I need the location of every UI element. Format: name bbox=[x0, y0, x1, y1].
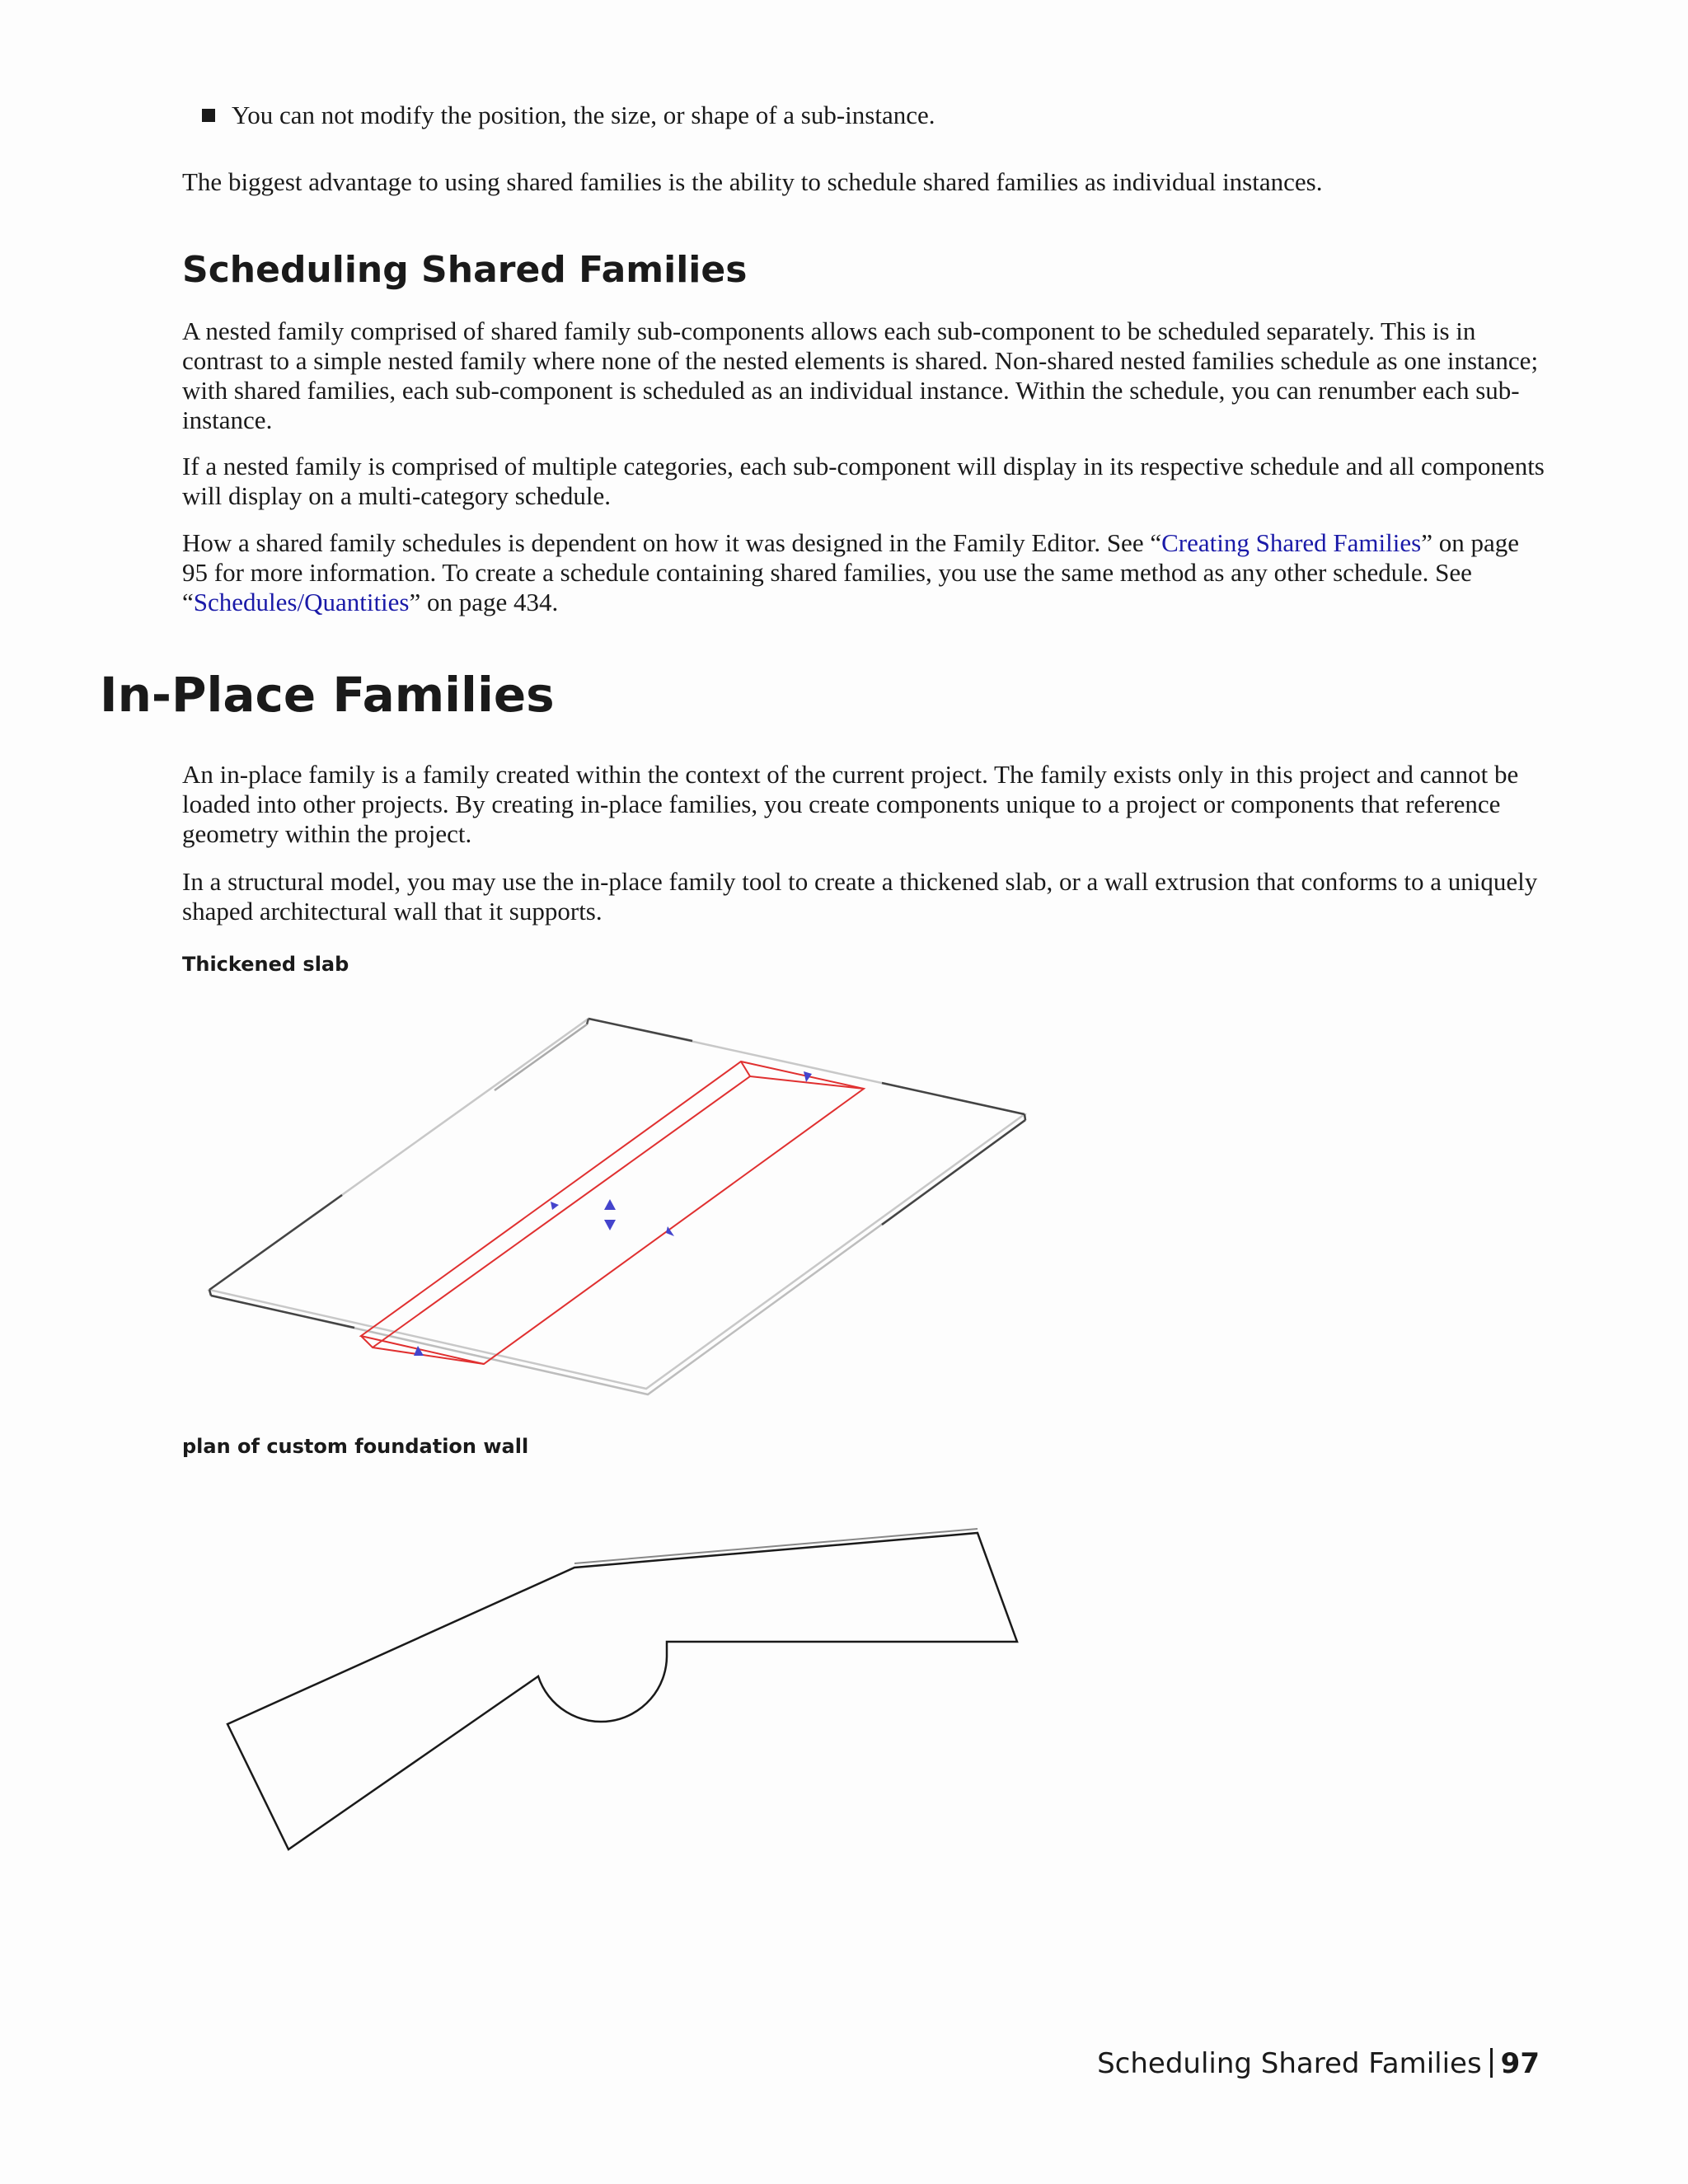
foundation-wall-plan-figure bbox=[214, 1516, 1030, 1863]
page-number: 97 bbox=[1500, 2047, 1540, 2080]
intro-paragraph: The biggest advantage to using shared families is the ability to schedule shared families as individual instances. bbox=[182, 167, 1323, 196]
thickened-slab-figure bbox=[198, 1005, 1039, 1401]
chapter-paragraph-2: In a structural model, you may use the in-place family tool to create a thickened slab, or a wall extrusion that conforms to a uniquely shaped architectural wall that it supports. bbox=[182, 867, 1538, 926]
section-heading: Scheduling Shared Families bbox=[182, 249, 748, 291]
p3-text-c: ” on page 434. bbox=[409, 588, 559, 616]
foundation-wall-caption: plan of custom foundation wall bbox=[182, 1435, 529, 1458]
link-schedules-quantities[interactable]: Schedules/Quantities bbox=[193, 588, 410, 616]
section-paragraph-2: If a nested family is comprised of multiple categories, each sub-component will display in its respective schedule and all components will display on a multi-category schedule. bbox=[182, 452, 1545, 510]
p3-text-b: ” on page 95 for more information. To create a schedule containing shared families, you use the same method as any other schedule. See “ bbox=[182, 528, 1519, 616]
footer-section-title: Scheduling Shared Families bbox=[1097, 2047, 1482, 2080]
link-creating-shared-families[interactable]: Creating Shared Families bbox=[1161, 528, 1422, 557]
page-footer bbox=[1097, 2046, 1540, 2082]
wall-outline bbox=[227, 1533, 1017, 1849]
section-paragraph-3 bbox=[182, 528, 1550, 617]
bullet-item bbox=[202, 101, 935, 130]
bullet-text: You can not modify the position, the size, or shape of a sub-instance. bbox=[232, 101, 935, 129]
footer-separator bbox=[1490, 2048, 1493, 2078]
slab-outline bbox=[209, 1019, 1025, 1394]
chapter-paragraph-1: An in-place family is a family created within the context of the current project. The family exists only in this project and cannot be loaded into other projects. By creating in-place families, you create components unique to a project or components that reference geometry within the project. bbox=[182, 760, 1519, 848]
section-paragraph-1: A nested family comprised of shared family sub-components allows each sub-component to be scheduled separately. This is in contrast to a simple nested family where none of the nested elements is shared. Non-shared nested families schedule as one instance; with shared families, each sub-component is scheduled as an individual instance. Within the schedule, you can renumber each sub-instance. bbox=[182, 316, 1539, 434]
p3-text-a: How a shared family schedules is dependent on how it was designed in the Family Editor. See “ bbox=[182, 528, 1162, 557]
bullet-square-icon bbox=[202, 109, 215, 122]
chapter-heading: In-Place Families bbox=[100, 667, 555, 723]
thickened-slab-caption: Thickened slab bbox=[182, 953, 349, 976]
